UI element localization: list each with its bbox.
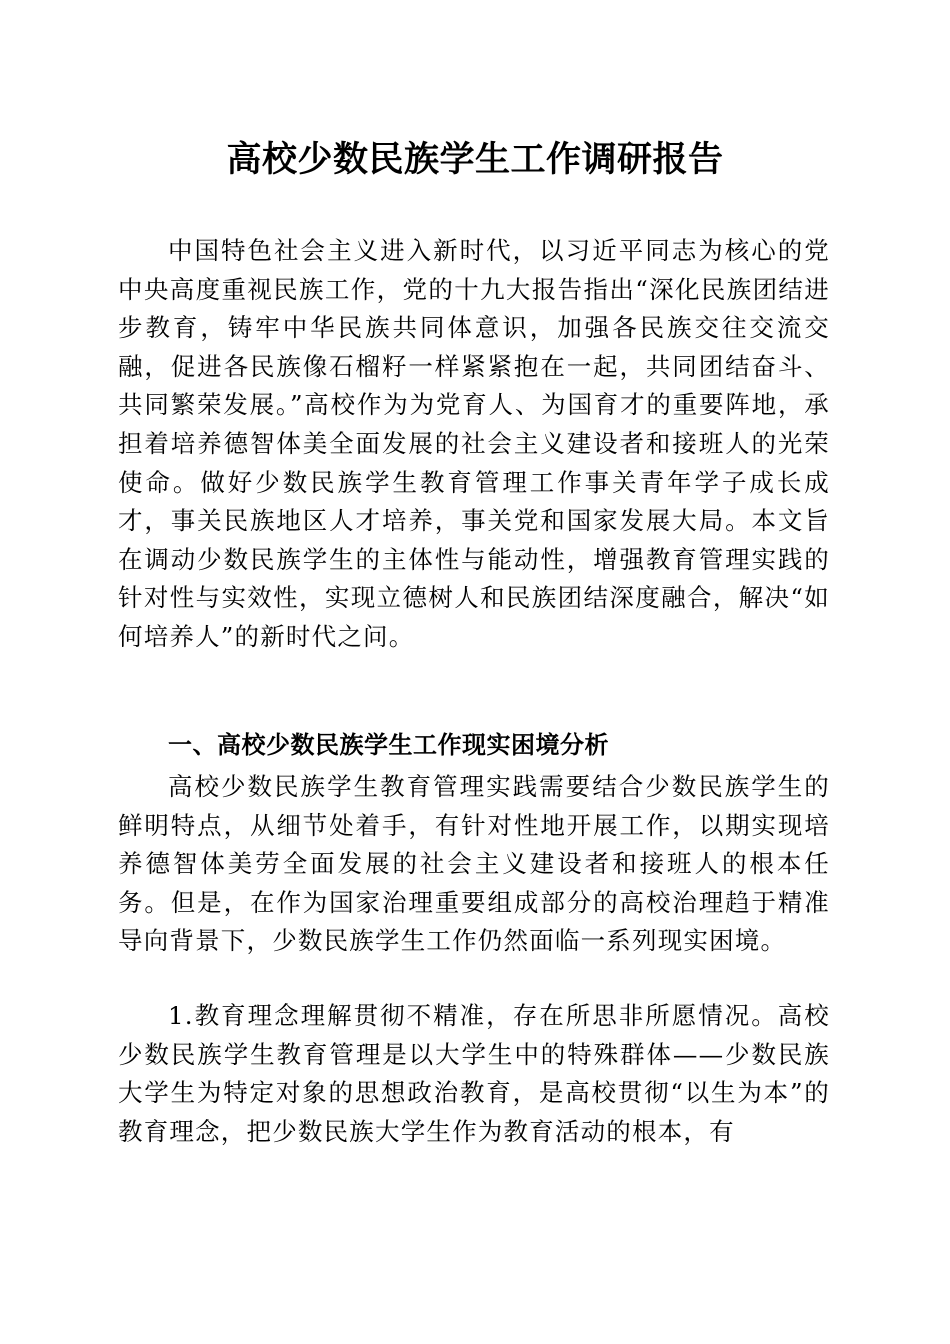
section-heading: 一、高校少数民族学生工作现实困境分析 [168,731,609,759]
document-title: 高校少数民族学生工作调研报告 [226,139,724,180]
numbered-paragraph: 1.教育理念理解贯彻不精准，存在所思非所愿情况。高校少数民族学生教育管理是以大学生中的特殊群体——少数民族大学生为特定对象的思想政治教育，是高校贯彻“以生为本”的教育理念，把少数民族大学生作为教育活动的根本，有 [118,1001,830,1146]
section-paragraph: 高校少数民族学生教育管理实践需要结合少数民族学生的鲜明特点，从细节处着手，有针对性地开展工作，以期实现培养德智体美劳全面发展的社会主义建设者和接班人的根本任务。但是，在作为国家治理重要组成部分的高校治理趋于精准导向背景下，少数民族学生工作仍然面临一系列现实困境。 [118,772,830,956]
intro-paragraph: 中国特色社会主义进入新时代，以习近平同志为核心的党中央高度重视民族工作，党的十九大报告指出“深化民族团结进步教育，铸牢中华民族共同体意识，加强各民族交往交流交融，促进各民族像石榴籽一样紧紧抱在一起，共同团结奋斗、共同繁荣发展。”高校作为为党育人、为国育才的重要阵地，承担着培养德智体美全面发展的社会主义建设者和接班人的光荣使命。做好少数民族学生教育管理工作事关青年学子成长成才，事关民族地区人才培养，事关党和国家发展大局。本文旨在调动少数民族学生的主体性与能动性，增强教育管理实践的针对性与实效性，实现立德树人和民族团结深度融合，解决“如何培养人”的新时代之问。 [118,236,830,651]
